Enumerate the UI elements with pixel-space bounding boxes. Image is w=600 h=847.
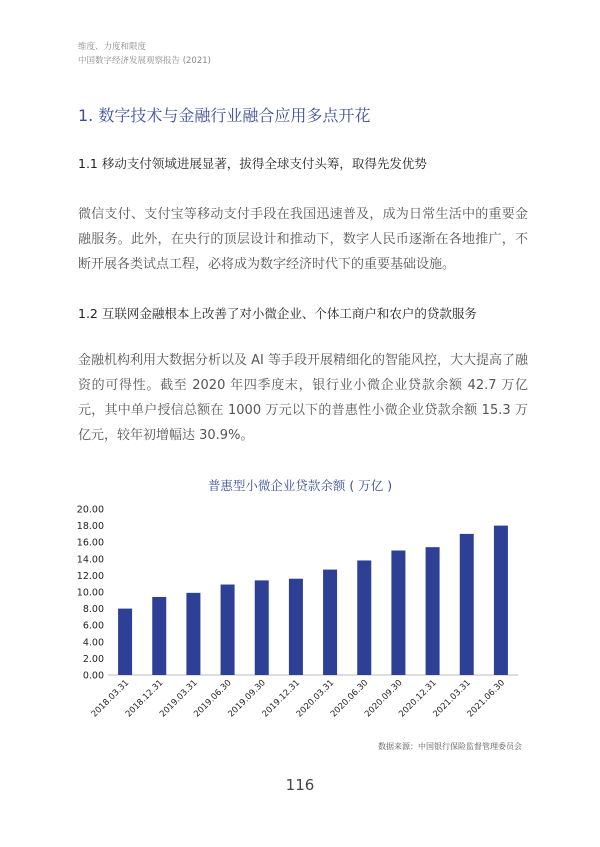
- bar: [186, 593, 200, 675]
- y-tick-label: 18.00: [76, 521, 104, 533]
- x-tick-label: 2020.09.30: [363, 678, 405, 720]
- y-tick-label: 8.00: [82, 604, 104, 616]
- x-tick-label: 2018.03.31: [89, 678, 132, 720]
- bar-chart: [60, 495, 530, 725]
- bar: [221, 585, 235, 675]
- x-tick-label: 2019.12.31: [260, 678, 303, 720]
- y-tick-label: 20.00: [76, 504, 104, 516]
- x-tick-label: 2018.12.31: [123, 678, 166, 720]
- paragraph-2: 金融机构利用大数据分析以及 AI 等手段开展精细化的智能风控，大大提高了融资的可得性。截至 2020 年四季度末，银行业小微企业贷款余额 42.7 万亿元，其中单户授信总额在 1000 万元以下的普惠性小微企业贷款余额 15.3 万亿元，较年初增幅达 30.9%。: [78, 353, 528, 443]
- bar: [426, 547, 440, 675]
- header-line-1: 维度、力度和限度: [78, 42, 147, 52]
- x-tick-label: 2020.03.31: [294, 678, 337, 720]
- bar: [357, 560, 371, 675]
- page-number: 116: [285, 776, 315, 794]
- x-tick-label: 2020.12.31: [397, 678, 439, 720]
- bar: [323, 570, 337, 675]
- y-tick-label: 4.00: [82, 637, 104, 649]
- x-tick-label: 2019.06.30: [192, 678, 234, 720]
- bar: [152, 597, 166, 675]
- y-tick-label: 14.00: [76, 554, 104, 566]
- running-header: [78, 40, 211, 68]
- x-tick-label: 2019.03.31: [158, 678, 200, 720]
- x-tick-label: 2020.06.30: [328, 678, 371, 720]
- y-tick-label: 6.00: [82, 620, 104, 632]
- subsection-title-1: 1.1 移动支付领域进展显著，拔得全球支付头筹，取得先发优势: [78, 156, 427, 171]
- bar: [494, 526, 508, 675]
- bar: [391, 551, 405, 676]
- bar: [460, 534, 474, 675]
- bar: [118, 609, 132, 675]
- data-source-note: 数据来源：中国银行保险监督管理委员会: [378, 742, 522, 751]
- y-tick-label: 2.00: [82, 653, 104, 665]
- x-tick-label: 2021.06.30: [465, 678, 508, 720]
- y-tick-label: 0.00: [82, 670, 104, 682]
- y-tick-label: 16.00: [76, 537, 104, 549]
- subsection-title-2: 1.2 互联网金融根本上改善了对小微企业、个体工商户和农户的贷款服务: [78, 306, 477, 321]
- section-title: 1. 数字技术与金融行业融合应用多点开花: [78, 106, 371, 125]
- paragraph-1: 微信支付、支付宝等移动支付手段在我国迅速普及，成为日常生活中的重要金融服务。此外，在央行的顶层设计和推动下，数字人民币逐渐在各地推广，不断开展各类试点工程，必将成为数字经济时代下的重要基础设施。: [78, 207, 528, 272]
- header-line-2: 中国数字经济发展观察报告 (2021): [78, 56, 211, 66]
- x-tick-label: 2019.09.30: [226, 678, 268, 720]
- bar: [289, 579, 303, 675]
- x-tick-label: 2021.03.31: [431, 678, 473, 720]
- bar: [255, 580, 269, 675]
- chart-title: 普惠型小微企业贷款余额 ( 万亿 ): [207, 478, 393, 493]
- y-tick-label: 10.00: [76, 587, 104, 599]
- y-tick-label: 12.00: [76, 570, 104, 582]
